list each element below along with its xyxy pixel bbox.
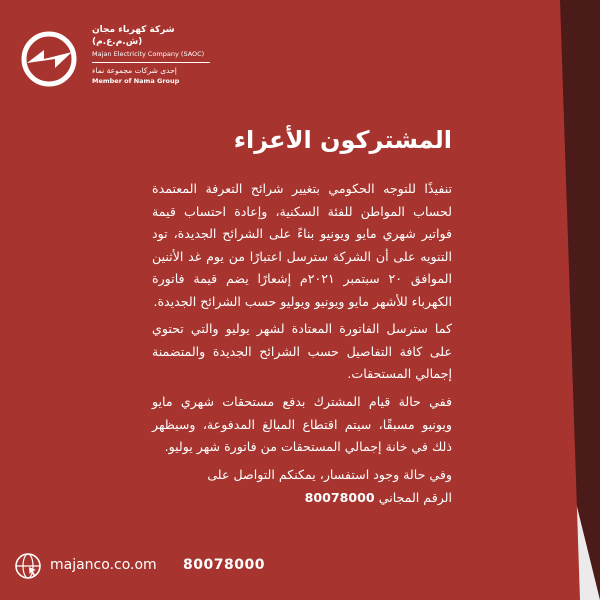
company-name-english: Majan Electricity Company (SAOC) [92,50,205,58]
majan-lightning-logo-icon [20,30,78,88]
paragraph-toll-free [152,487,452,510]
company-divider [92,62,210,63]
member-english: Member of Nama Group [92,77,180,85]
paragraph-tariff-notice: تنفيذًا للتوجه الحكومي بتغيير شرائح التعرفة المعتمدة لحساب المواطن للفئة السكنية، وإعادة احتساب قيمة فواتير شهري مايو ويونيو بناءً على الشرائح الجديدة، تود التنويه على أن الشركة سترسل اعتبارًا من يوم غد الأثنين الموافق ٢٠ سبتمبر ٢٠٢١م إشعارًا يضم قيمة فاتورة الكهرباء للأشهر مايو ويونيو ويوليو حسب الشرائح الجديدة. [152,181,452,309]
paragraph-july-bill: كما سترسل الفاتورة المعتادة لشهر يوليو والتي تحتوي على كافة التفاصيل حسب الشرائح الجديدة والمتضمنة إجمالي المستحقات. [152,321,452,382]
paragraph-contact: وفي حالة وجود استفسار، يمكنكم التواصل على [207,467,452,482]
company-name-arabic: شركة كهرباء مجان (ش.م.ع.م) [92,25,175,47]
paragraph-prepaid: ففي حالة قيام المشترك بدفع مستحقات شهري مايو ويونيو مسبقًا، سيتم اقتطاع المبالغ المدفوعة، وسيظهر ذلك في خانة إجمالي المستحقات من فاتورة شهر يوليو. [152,394,452,455]
footer-phone: 80078000 [183,557,265,573]
company-name-block [92,24,210,86]
member-arabic: إحدى شركات مجموعة نماء [92,66,177,75]
toll-free-label: الرقم المجاني [378,490,452,505]
toll-free-number: 80078000 [304,490,375,505]
website-link[interactable]: majanco.co.om [50,557,157,573]
page-title: المشتركون الأعزاء [233,126,452,154]
globe-cursor-icon [14,552,42,580]
